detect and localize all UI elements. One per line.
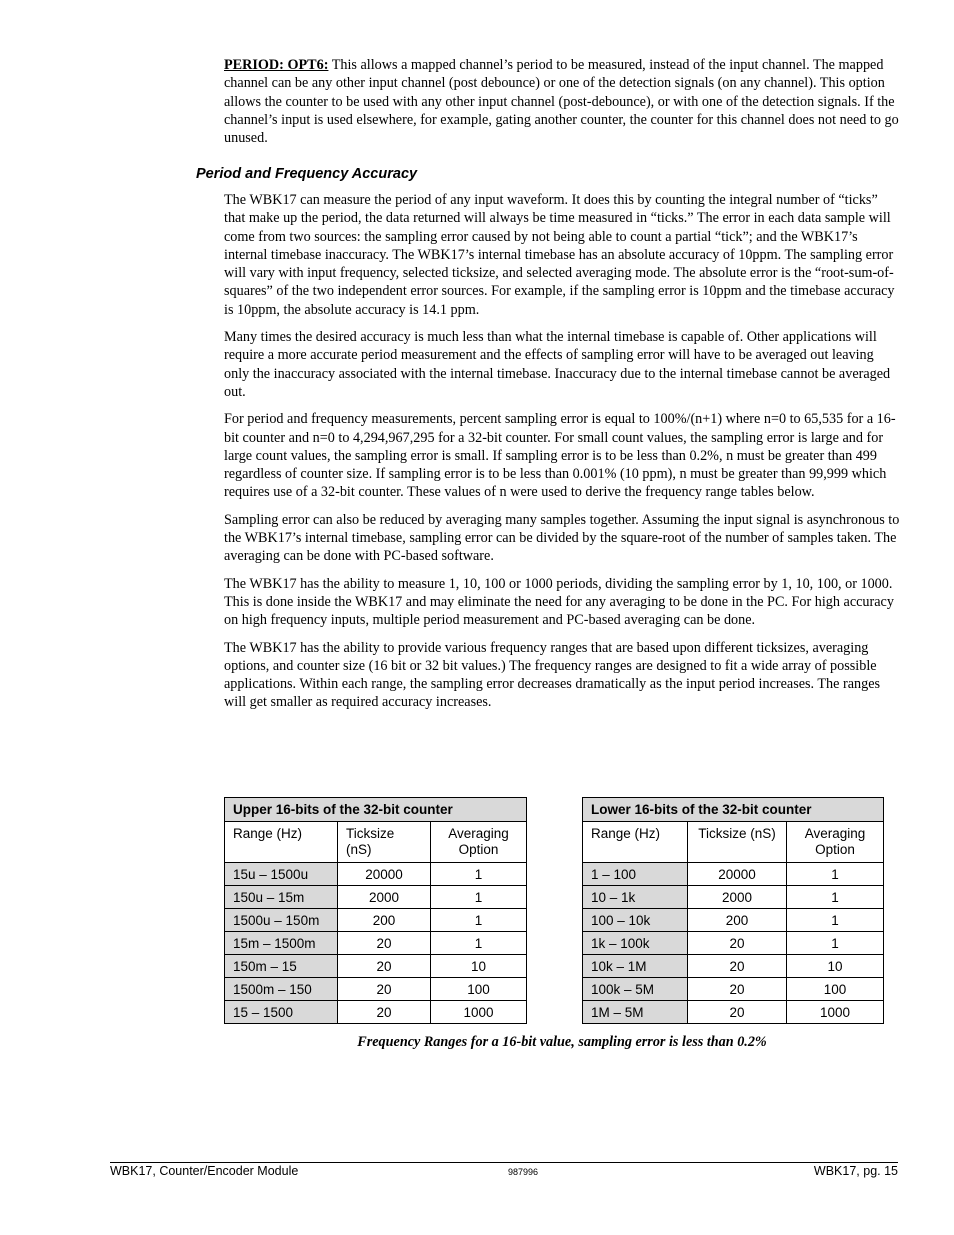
- paragraph: Many times the desired accuracy is much less than what the internal timebase is capable of. Other applications will require a more accurate period measurement and the effects of sampling error will have to be averaged out leaving only the inaccuracy associated with the internal timebase. Inaccuracy due to the internal timebase cannot be averaged out.: [224, 329, 891, 400]
- opt6-lead-label: PERIOD: OPT6:: [224, 57, 329, 73]
- range-cell: 100 – 10k: [583, 909, 688, 932]
- table-row: [583, 932, 884, 955]
- ticksize-cell: 20: [688, 955, 787, 978]
- ticksize-cell: 2000: [338, 886, 431, 909]
- range-cell: 15m – 1500m: [225, 932, 338, 955]
- table-row: [225, 886, 527, 909]
- ticksize-cell: 2000: [688, 886, 787, 909]
- table-row: [225, 932, 527, 955]
- averaging-cell: 1: [431, 863, 527, 886]
- column-header: Range (Hz): [225, 822, 338, 863]
- table-row: [225, 909, 527, 932]
- table-row: [583, 886, 884, 909]
- range-cell: 100k – 5M: [583, 978, 688, 1001]
- ticksize-cell: 20000: [688, 863, 787, 886]
- range-cell: 1500m – 150: [225, 978, 338, 1001]
- footer-document-title: WBK17, Counter/Encoder Module: [110, 1164, 299, 1178]
- range-cell: 1 – 100: [583, 863, 688, 886]
- averaging-cell: 100: [431, 978, 527, 1001]
- averaging-cell: 1: [787, 909, 884, 932]
- paragraph: Sampling error can also be reduced by averaging many samples together. Assuming the input signal is asynchronous to the WBK17’s internal timebase, sampling error can be divided by the square-root of the number of samples taken. The averaging can be done with PC-based software.: [224, 511, 900, 565]
- range-cell: 1M – 5M: [583, 1001, 688, 1024]
- table-title: Upper 16-bits of the 32-bit counter: [225, 798, 527, 822]
- ticksize-cell: 20: [688, 1001, 787, 1024]
- table-caption: Frequency Ranges for a 16-bit value, sampling error is less than 0.2%: [357, 1034, 767, 1050]
- table-row: [583, 978, 884, 1001]
- table-row: [225, 1001, 527, 1024]
- averaging-cell: 1000: [431, 1001, 527, 1024]
- paragraph: The WBK17 can measure the period of any input waveform. It does this by counting the integral number of “ticks” that make up the period, the data returned will always be time measured in “ticks.” The error in each data sample will come from two sources: the sampling error caused by not being able to count a partial “tick”; and the WBK17’s internal timebase inaccuracy. The WBK17’s internal timebase has an absolute accuracy of 10ppm. The sampling error will vary with input frequency, selected ticksize, and selected averaging mode. The absolute error is the “root-sum-of-squares” of the two independent error sources. For example, if the sampling error is 10ppm and the timebase accuracy is 10ppm, the absolute accuracy is 14.1 ppm.: [224, 192, 895, 318]
- table-row: [583, 909, 884, 932]
- ticksize-cell: 200: [338, 909, 431, 932]
- table-row: [225, 955, 527, 978]
- averaging-cell: 1: [431, 932, 527, 955]
- ticksize-cell: 20: [688, 978, 787, 1001]
- column-header: Averaging Option: [787, 822, 884, 863]
- ticksize-cell: 20: [338, 932, 431, 955]
- ticksize-cell: 20: [338, 955, 431, 978]
- table-title: Lower 16-bits of the 32-bit counter: [583, 798, 884, 822]
- paragraph: The WBK17 has the ability to measure 1, 10, 100 or 1000 periods, dividing the sampling error by 1, 10, 100, or 1000. This is done inside the WBK17 and may eliminate the need for any averaging to be done in the PC. For high accuracy on high frequency inputs, multiple period measurement and PC-based averaging can be done.: [224, 575, 894, 629]
- range-cell: 10 – 1k: [583, 886, 688, 909]
- averaging-cell: 10: [431, 955, 527, 978]
- upper-16bit-table: [224, 797, 527, 1024]
- paragraph: The WBK17 has the ability to provide various frequency ranges that are based upon different ticksizes, averaging options, and counter size (16 bit or 32 bit values.) The frequency ranges are designed to fit a wide array of possible applications. Within each range, the sampling error decreases dramatically as the input period increases. The ranges will get smaller as required accuracy increases.: [224, 639, 881, 711]
- column-header: Averaging Option: [431, 822, 527, 863]
- column-header: Range (Hz): [583, 822, 688, 863]
- averaging-cell: 10: [787, 955, 884, 978]
- footer-doc-number: 987996: [508, 1167, 539, 1177]
- opt6-text: This allows a mapped channel’s period to be measured, instead of the input channel. The mapped channel can be any other input channel (post debounce) or one of the detection signals (on any channel). This option allows the counter to be used with any other input channel (post-debounce), or with one of the detection signals. If the channel’s input is used elsewhere, for example, gating another counter, the counter for this channel does not need to go unused.: [224, 57, 899, 147]
- averaging-cell: 1: [787, 863, 884, 886]
- ticksize-cell: 20: [338, 1001, 431, 1024]
- lower-16bit-table: [582, 797, 884, 1024]
- range-cell: 10k – 1M: [583, 955, 688, 978]
- table-row: [583, 955, 884, 978]
- body-text: [224, 191, 900, 721]
- footer-divider: [110, 1162, 898, 1163]
- table-row: [583, 1001, 884, 1024]
- range-cell: 1k – 100k: [583, 932, 688, 955]
- averaging-cell: 1: [431, 909, 527, 932]
- averaging-cell: 1: [431, 886, 527, 909]
- table-row: [225, 978, 527, 1001]
- averaging-cell: 1000: [787, 1001, 884, 1024]
- range-cell: 150u – 15m: [225, 886, 338, 909]
- period-opt6-paragraph: [224, 56, 900, 147]
- averaging-cell: 100: [787, 978, 884, 1001]
- range-cell: 1500u – 150m: [225, 909, 338, 932]
- ticksize-cell: 20: [688, 932, 787, 955]
- column-header: Ticksize (nS): [338, 822, 431, 863]
- averaging-cell: 1: [787, 886, 884, 909]
- range-cell: 150m – 15: [225, 955, 338, 978]
- column-header: Ticksize (nS): [688, 822, 787, 863]
- ticksize-cell: 200: [688, 909, 787, 932]
- averaging-cell: 1: [787, 932, 884, 955]
- section-heading: Period and Frequency Accuracy: [196, 166, 418, 182]
- ticksize-cell: 20000: [338, 863, 431, 886]
- range-cell: 15u – 1500u: [225, 863, 338, 886]
- table-row: [225, 863, 527, 886]
- footer-page-number: WBK17, pg. 15: [813, 1164, 898, 1178]
- table-row: [583, 863, 884, 886]
- ticksize-cell: 20: [338, 978, 431, 1001]
- paragraph: For period and frequency measurements, percent sampling error is equal to 100%/(n+1) where n=0 to 65,535 for a 16-bit counter and n=0 to 4,294,967,295 for a 32-bit counter. For small count values, the sampling error is large and for large count values, the sampling error is small. If sampling error is to be less than 0.2%, n must be greater than 499 regardless of counter size. If sampling error is to be less than 0.001% (10 ppm), n must be greater than 99,999 which requires use of a 32-bit counter. These values of n were used to derive the frequency range tables below.: [224, 411, 896, 501]
- range-cell: 15 – 1500: [225, 1001, 338, 1024]
